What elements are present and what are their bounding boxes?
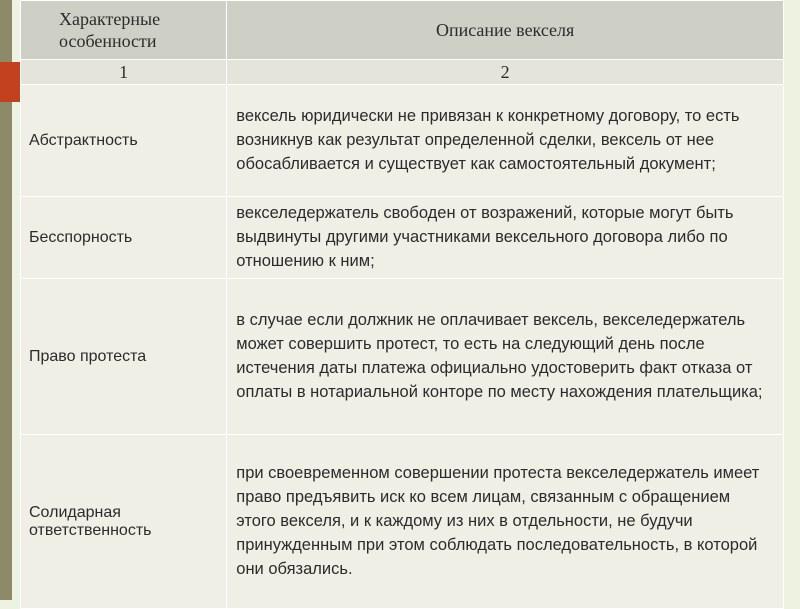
- red-accent-bar: [0, 62, 20, 102]
- header-row: [21, 1, 784, 60]
- description-cell: в случае если должник не оплачивает вексель, векселедержатель может совершить протест, то есть на следующий день после истечения даты платежа официально удостоверить факт отказа от оплаты в нотариальной конторе по месту нахождения плательщика;: [227, 279, 784, 435]
- table-row: [21, 435, 784, 609]
- column-number-1: 1: [21, 60, 227, 85]
- feature-cell: Абстрактность: [21, 85, 227, 197]
- header-features: Характерные особенности: [21, 1, 227, 60]
- table-row: [21, 85, 784, 197]
- column-number-2: 2: [227, 60, 784, 85]
- bill-characteristics-table: [20, 0, 784, 609]
- feature-cell: Бесспорность: [21, 197, 227, 279]
- feature-cell: Солидарная ответственность: [21, 435, 227, 609]
- table-row: [21, 279, 784, 435]
- header-description: Описание векселя: [227, 1, 784, 60]
- description-cell: векселедержатель свободен от возражений, которые могут быть выдвинуты другими участниками вексельного договора либо по отношению к ним;: [227, 197, 784, 279]
- column-number-row: [21, 60, 784, 85]
- description-cell: вексель юридически не привязан к конкретному договору, то есть возникнув как результат определенной сделки, вексель от нее обосабливается и существует как самостоятельный документ;: [227, 85, 784, 197]
- table-row: [21, 197, 784, 279]
- feature-cell: Право протеста: [21, 279, 227, 435]
- description-cell: при своевременном совершении протеста векселедержатель имеет право предъявить иск ко всем лицам, связанным с обращением этого векселя, и к каждому из них в отдельности, не будучи принужденным при этом соблюдать последовательность, в которой они обязались.: [227, 435, 784, 609]
